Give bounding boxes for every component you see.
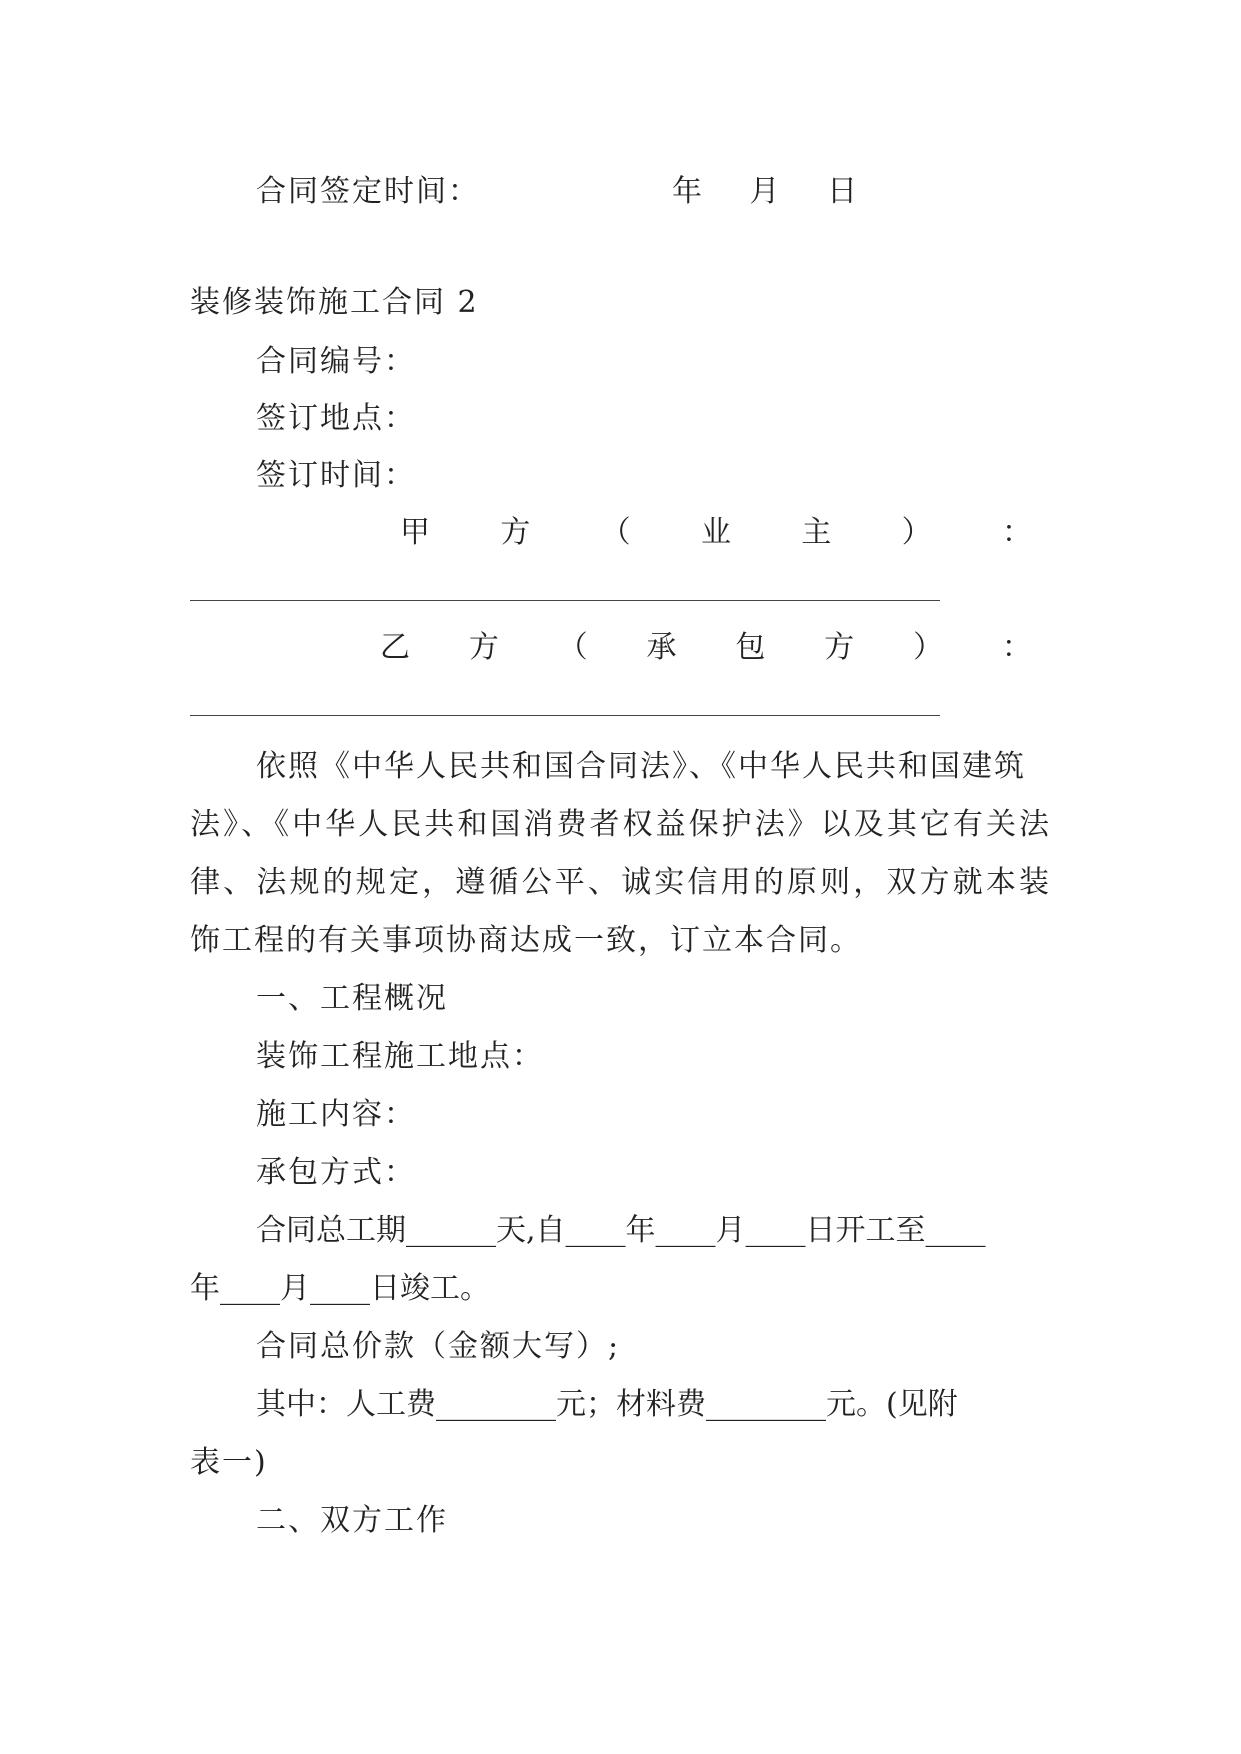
party-b-char: 乙 [380,630,410,665]
paragraph-line: 法》、《中华人民共和国消费者权益保护法》以及其它有关法 [190,807,1050,842]
document-title: 装修装饰施工合同 2 [190,285,479,320]
party-b-line [380,629,1032,667]
party-b-char: 方 [824,630,855,665]
cost-line: 其中：人工费________元；材料费________元。(见附 [256,1387,958,1422]
mode-field: 承包方式： [256,1155,416,1190]
period-line: 年____月____日竣工。 [190,1271,490,1306]
party-a-char: ） [901,515,932,550]
paragraph-line: 依照《中华人民共和国合同法》、《中华人民共和国建筑 [256,749,1026,784]
party-b-char: 承 [646,630,677,665]
section-heading: 二、双方工作 [256,1503,448,1538]
party-b-char: 方 [468,630,499,665]
content-field: 施工内容： [256,1097,416,1132]
cost-line: 表一) [190,1445,268,1480]
party-a-line [400,514,1032,552]
day-label: 日 [827,174,858,209]
signing-place-field: 签订地点： [256,401,416,436]
year-label: 年 [672,174,702,209]
party-b-char: 包 [735,630,766,665]
party-a-char: （ [600,515,631,550]
section-heading: 一、工程概况 [256,981,448,1016]
month-label: 月 [749,174,780,209]
party-a-char: ： [1001,515,1032,550]
party-a-underline [190,600,940,601]
price-field: 合同总价款（金额大写）; [256,1329,621,1364]
party-a-char: 业 [700,515,731,550]
period-line: 合同总工期______天,自____年____月____日开工至____ [256,1213,986,1248]
paragraph-line: 律、法规的规定，遵循公平、诚实信用的原则，双方就本装 [190,865,1050,900]
signing-time-field: 签订时间： [256,458,416,493]
paragraph-line: 饰工程的有关事项协商达成一致，订立本合同。 [190,923,862,958]
party-a-char: 甲 [400,515,430,550]
signing-date-label: 合同签定时间： [256,174,480,209]
party-b-char: ） [913,630,944,665]
site-field: 装饰工程施工地点： [256,1039,544,1074]
party-b-underline [190,715,940,716]
party-b-char: ： [1001,630,1032,665]
party-b-char: （ [557,630,588,665]
party-a-char: 主 [801,515,832,550]
contract-number-field: 合同编号： [256,344,416,379]
party-a-char: 方 [500,515,531,550]
signing-date-units [672,166,895,210]
